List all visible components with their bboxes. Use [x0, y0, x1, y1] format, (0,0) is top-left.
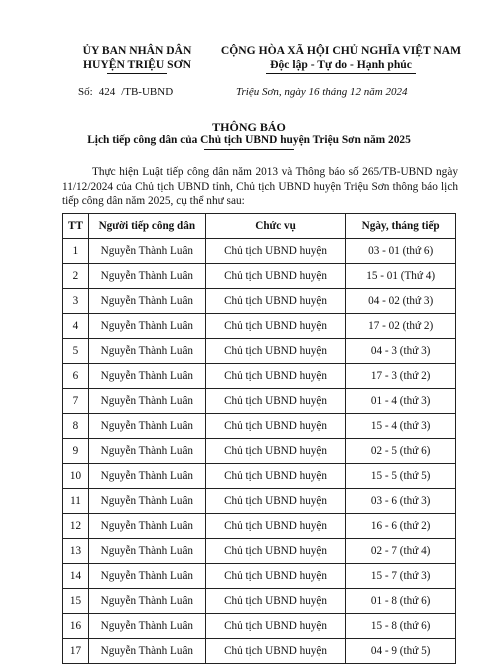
cell-receiver: Nguyễn Thành Luân — [88, 314, 205, 339]
cell-position: Chủ tịch UBND huyện — [205, 289, 346, 314]
issuing-agency-block — [62, 44, 212, 74]
cell-receiver: Nguyễn Thành Luân — [88, 514, 205, 539]
table-row — [63, 389, 456, 414]
document-number — [78, 86, 179, 98]
cell-date: 15 - 7 (thứ 3) — [346, 564, 456, 589]
cell-receiver: Nguyễn Thành Luân — [88, 539, 205, 564]
cell-receiver: Nguyễn Thành Luân — [88, 564, 205, 589]
table-row — [63, 339, 456, 364]
agency-name-line2: HUYỆN TRIỆU SƠN — [82, 58, 192, 71]
intro-paragraph — [62, 165, 458, 209]
national-motto-block — [205, 44, 477, 74]
cell-date: 02 - 7 (thứ 4) — [346, 539, 456, 564]
cell-receiver: Nguyễn Thành Luân — [88, 389, 205, 414]
table-header-row — [63, 214, 456, 239]
cell-tt: 6 — [63, 364, 89, 389]
header-receiver: Người tiếp công dân — [88, 214, 205, 239]
cell-date: 02 - 5 (thứ 6) — [346, 439, 456, 464]
cell-receiver: Nguyễn Thành Luân — [88, 614, 205, 639]
header-tt: TT — [63, 214, 89, 239]
subtitle-underline — [204, 149, 294, 150]
cell-receiver: Nguyễn Thành Luân — [88, 489, 205, 514]
table-row — [63, 639, 456, 664]
cell-receiver: Nguyễn Thành Luân — [88, 464, 205, 489]
cell-date: 01 - 8 (thứ 6) — [346, 589, 456, 614]
cell-position: Chủ tịch UBND huyện — [205, 514, 346, 539]
cell-position: Chủ tịch UBND huyện — [205, 414, 346, 439]
cell-date: 16 - 6 (thứ 2) — [346, 514, 456, 539]
motto-underline — [266, 73, 416, 74]
table-row — [63, 314, 456, 339]
cell-date: 04 - 02 (thứ 3) — [346, 289, 456, 314]
table-row — [63, 564, 456, 589]
cell-receiver: Nguyễn Thành Luân — [88, 289, 205, 314]
cell-tt: 5 — [63, 339, 89, 364]
doc-number-value: 424 — [98, 86, 116, 98]
agency-name-line1: ỦY BAN NHÂN DÂN — [82, 44, 192, 57]
table-row — [63, 489, 456, 514]
cell-date: 15 - 01 (Thứ 4) — [346, 264, 456, 289]
cell-receiver: Nguyễn Thành Luân — [88, 264, 205, 289]
table-row — [63, 539, 456, 564]
cell-date: 15 - 4 (thứ 3) — [346, 414, 456, 439]
table-row — [63, 464, 456, 489]
cell-position: Chủ tịch UBND huyện — [205, 564, 346, 589]
cell-tt: 13 — [63, 539, 89, 564]
document-subtitle: Lịch tiếp công dân của Chủ tịch UBND huyện Triệu Sơn năm 2025 — [87, 134, 411, 146]
cell-tt: 4 — [63, 314, 89, 339]
cell-receiver: Nguyễn Thành Luân — [88, 414, 205, 439]
cell-tt: 17 — [63, 639, 89, 664]
cell-tt: 10 — [63, 464, 89, 489]
cell-position: Chủ tịch UBND huyện — [205, 364, 346, 389]
table-row — [63, 239, 456, 264]
document-title: THÔNG BÁO — [212, 120, 286, 134]
cell-position: Chủ tịch UBND huyện — [205, 539, 346, 564]
cell-tt: 9 — [63, 439, 89, 464]
table-row — [63, 289, 456, 314]
cell-position: Chủ tịch UBND huyện — [205, 489, 346, 514]
table-row — [63, 364, 456, 389]
cell-position: Chủ tịch UBND huyện — [205, 464, 346, 489]
cell-date: 01 - 4 (thứ 3) — [346, 389, 456, 414]
cell-tt: 15 — [63, 589, 89, 614]
country-name: CỘNG HÒA XÃ HỘI CHỦ NGHĨA VIỆT NAM — [220, 44, 462, 57]
cell-position: Chủ tịch UBND huyện — [205, 339, 346, 364]
table-row — [63, 589, 456, 614]
table-row — [63, 514, 456, 539]
schedule-table — [62, 213, 456, 664]
national-motto: Độc lập - Tự do - Hạnh phúc — [270, 58, 412, 71]
cell-date: 03 - 01 (thứ 6) — [346, 239, 456, 264]
table-row — [63, 414, 456, 439]
header-date: Ngày, tháng tiếp — [346, 214, 456, 239]
cell-tt: 12 — [63, 514, 89, 539]
cell-tt: 8 — [63, 414, 89, 439]
place-and-date: Triệu Sơn, ngày 16 tháng 12 năm 2024 — [236, 86, 408, 98]
cell-receiver: Nguyễn Thành Luân — [88, 639, 205, 664]
cell-position: Chủ tịch UBND huyện — [205, 239, 346, 264]
cell-tt: 7 — [63, 389, 89, 414]
cell-receiver: Nguyễn Thành Luân — [88, 364, 205, 389]
cell-date: 04 - 9 (thứ 5) — [346, 639, 456, 664]
cell-date: 15 - 8 (thứ 6) — [346, 614, 456, 639]
cell-tt: 1 — [63, 239, 89, 264]
cell-position: Chủ tịch UBND huyện — [205, 439, 346, 464]
cell-tt: 14 — [63, 564, 89, 589]
cell-position: Chủ tịch UBND huyện — [205, 314, 346, 339]
cell-receiver: Nguyễn Thành Luân — [88, 339, 205, 364]
header-position: Chức vụ — [205, 214, 346, 239]
cell-tt: 11 — [63, 489, 89, 514]
cell-position: Chủ tịch UBND huyện — [205, 589, 346, 614]
intro-text: Thực hiện Luật tiếp công dân năm 2013 và Thông báo số 265/TB-UBND ngày 11/12/2024 của Chủ tịch UBND tỉnh, Chủ tịch UBND huyện Triệu Sơn thông báo lịch tiếp công dân năm 2025, cụ thể như sau: — [62, 166, 458, 208]
cell-position: Chủ tịch UBND huyện — [205, 389, 346, 414]
cell-date: 15 - 5 (thứ 5) — [346, 464, 456, 489]
cell-position: Chủ tịch UBND huyện — [205, 639, 346, 664]
cell-date: 17 - 3 (thứ 2) — [346, 364, 456, 389]
cell-date: 03 - 6 (thứ 3) — [346, 489, 456, 514]
table-row — [63, 264, 456, 289]
cell-tt: 16 — [63, 614, 89, 639]
cell-position: Chủ tịch UBND huyện — [205, 614, 346, 639]
cell-receiver: Nguyễn Thành Luân — [88, 589, 205, 614]
schedule-table-body — [63, 239, 456, 664]
doc-number-label: Số: — [78, 86, 93, 98]
doc-number-suffix: /TB-UBND — [121, 86, 174, 98]
cell-tt: 3 — [63, 289, 89, 314]
agency-underline — [107, 73, 167, 74]
cell-receiver: Nguyễn Thành Luân — [88, 439, 205, 464]
cell-tt: 2 — [63, 264, 89, 289]
table-row — [63, 439, 456, 464]
cell-date: 17 - 02 (thứ 2) — [346, 314, 456, 339]
table-row — [63, 614, 456, 639]
cell-position: Chủ tịch UBND huyện — [205, 264, 346, 289]
cell-receiver: Nguyễn Thành Luân — [88, 239, 205, 264]
cell-date: 04 - 3 (thứ 3) — [346, 339, 456, 364]
